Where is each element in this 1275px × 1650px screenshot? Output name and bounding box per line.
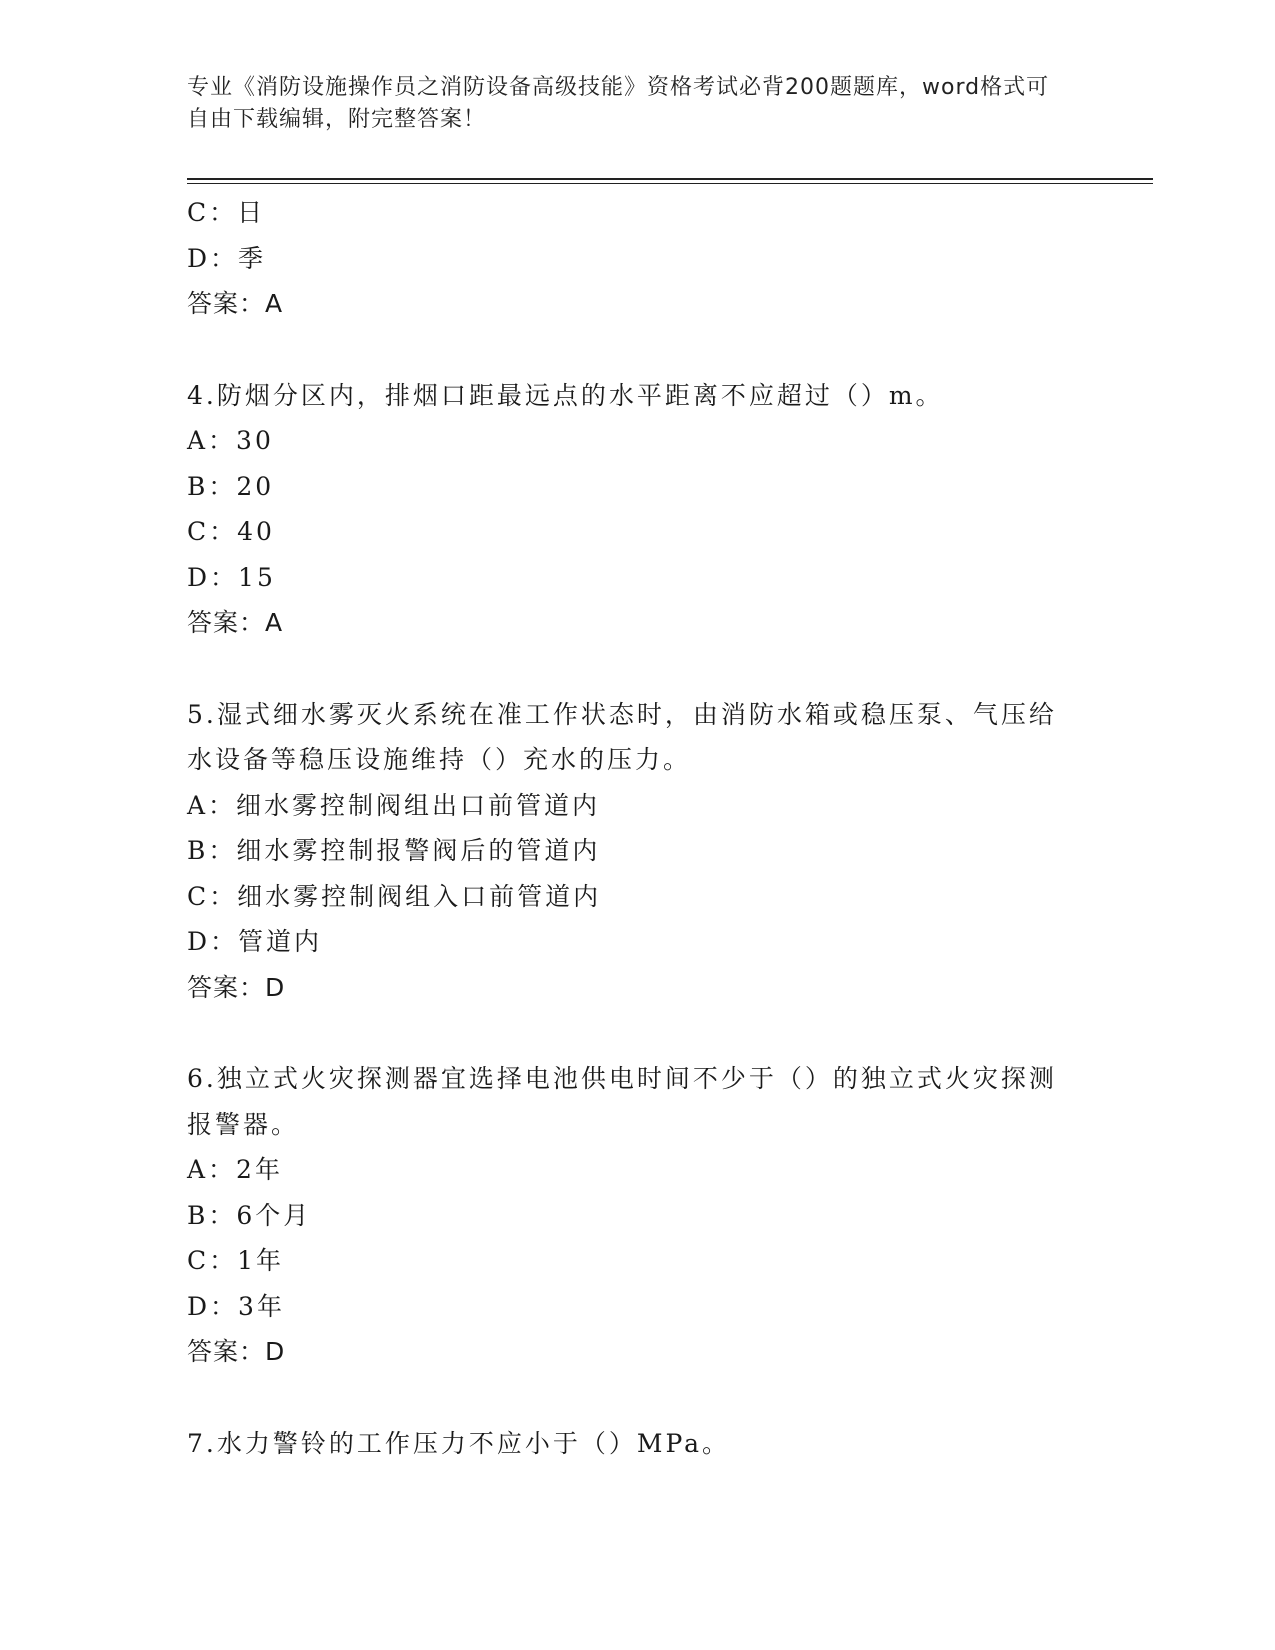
option-c: C：细水雾控制阀组入口前管道内 (187, 881, 602, 911)
answer-line: 答案：A (187, 608, 284, 637)
option-a: A：2年 (187, 1155, 283, 1184)
option-a: A：30 (187, 426, 274, 455)
option-d: D：15 (187, 562, 276, 592)
question-text: 7.水力警铃的工作压力不应小于（）MPa。 (187, 1428, 731, 1458)
question-list (187, 190, 1067, 1466)
option-d: D：管道内 (187, 927, 323, 956)
question-block (187, 1056, 1067, 1375)
answer-line: 答案：D (187, 972, 286, 1002)
option-c: C：日 (187, 198, 266, 227)
option-d: D：季 (187, 243, 267, 273)
question-block (187, 692, 1067, 1011)
question-block (187, 1421, 1067, 1467)
question-text: 5.湿式细水雾灭火系统在准工作状态时，由消防水箱或稳压泵、气压给水设备等稳压设施维持（）充水的压力。 (187, 699, 1057, 774)
header-divider-thin (187, 183, 1153, 184)
question-text: 6.独立式火灾探测器宜选择电池供电时间不少于（）的独立式火灾探测报警器。 (187, 1064, 1057, 1139)
option-b: B：6个月 (187, 1200, 312, 1230)
answer-line: 答案：D (187, 1337, 286, 1366)
option-a: A：细水雾控制阀组出口前管道内 (187, 790, 601, 820)
question-block (187, 373, 1067, 646)
option-c: C：40 (187, 517, 275, 546)
option-b: B：20 (187, 471, 275, 501)
question-block-partial (187, 190, 1067, 327)
question-text: 4.防烟分区内，排烟口距最远点的水平距离不应超过（）m。 (187, 380, 944, 410)
header-divider (187, 178, 1153, 180)
option-b: B：细水雾控制报警阀后的管道内 (187, 836, 601, 865)
option-d: D：3年 (187, 1291, 285, 1321)
answer-line: 答案：A (187, 289, 284, 318)
document-header: 专业《消防设施操作员之消防设备高级技能》资格考试必背200题题库，word格式可自由下载编辑，附完整答案！ (187, 75, 1050, 132)
option-c: C：1年 (187, 1246, 285, 1275)
